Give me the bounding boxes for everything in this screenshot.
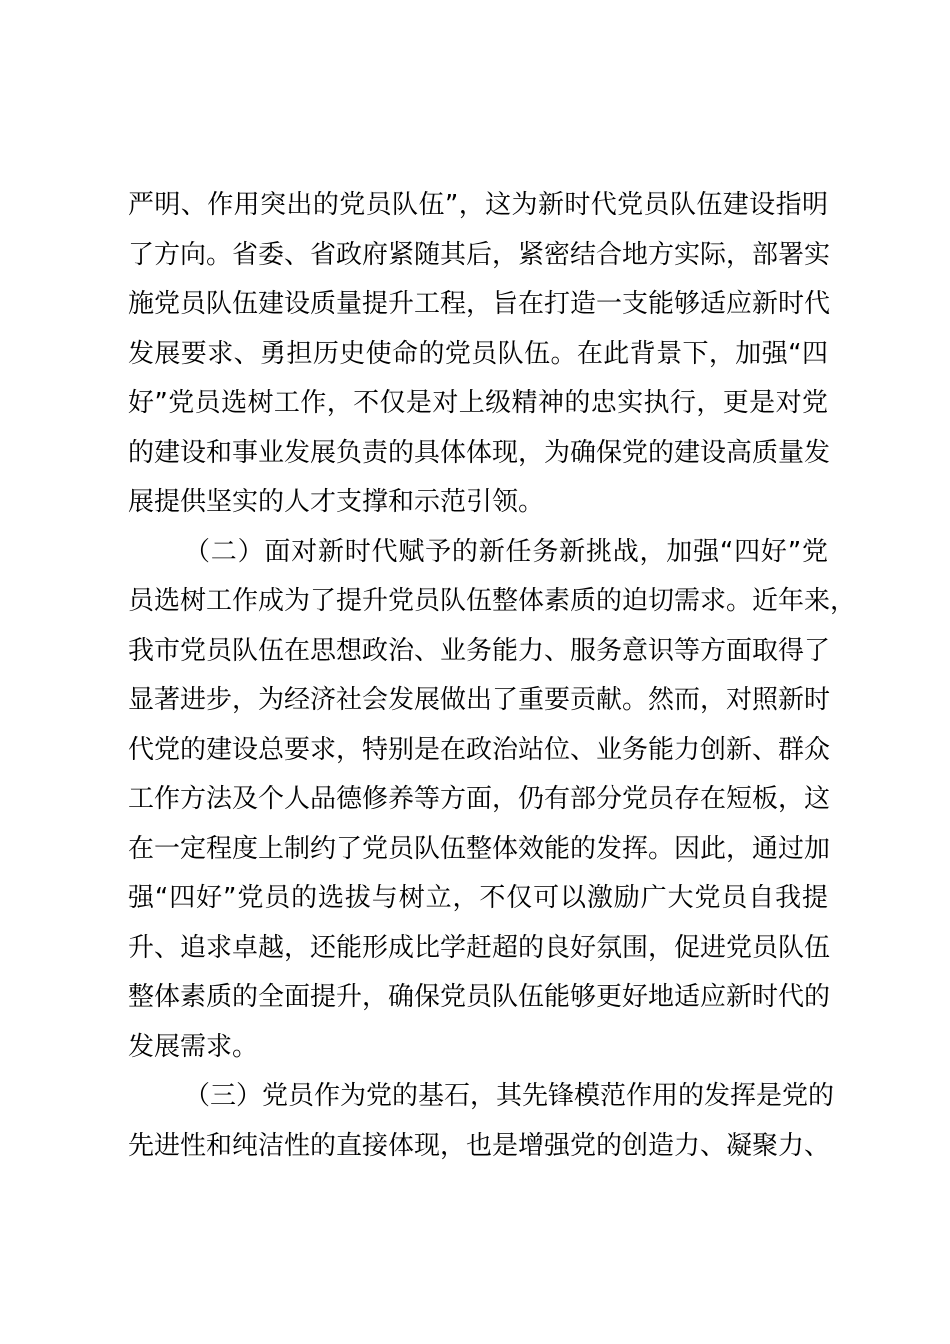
text-line: 在一定程度上制约了党员队伍整体效能的发挥。因此，通过加	[128, 833, 831, 864]
text-line: 强“四好”党员的选拔与树立，不仅可以激励广大党员自我提	[128, 883, 828, 913]
text-line: 升、追求卓越，还能形成比学赶超的良好氛围，促进党员队伍	[128, 932, 831, 963]
text-line: 员选树工作成为了提升党员队伍整体素质的迫切需求。近年来，	[128, 586, 857, 616]
document-body	[128, 181, 857, 1171]
text-line: 了方向。省委、省政府紧随其后，紧密结合地方实际，部署实	[128, 239, 831, 270]
text-line: 施党员队伍建设质量提升工程，旨在打造一支能够适应新时代	[128, 289, 831, 319]
text-line: 代党的建设总要求，特别是在政治站位、业务能力创新、群众	[128, 734, 831, 765]
text-line: 工作方法及个人品德修养等方面，仍有部分党员存在短板，这	[128, 784, 831, 814]
text-line: 发展要求、勇担历史使命的党员队伍。在此背景下，加强“四	[128, 338, 828, 369]
text-line: 发展需求。	[128, 1031, 259, 1062]
paragraph-1	[128, 181, 831, 528]
paragraph-2	[128, 528, 857, 1073]
text-line: 展提供坚实的人才支撑和示范引领。	[128, 487, 545, 517]
text-line: 我市党员队伍在思想政治、业务能力、服务意识等方面取得了	[128, 635, 831, 666]
paragraph-3	[128, 1072, 835, 1171]
text-line: （二）面对新时代赋予的新任务新挑战，加强“四好”党	[184, 536, 828, 567]
text-line: 严明、作用突出的党员队伍”，这为新时代党员队伍建设指明	[128, 190, 828, 220]
text-line: 好”党员选树工作，不仅是对上级精神的忠实执行，更是对党	[128, 388, 828, 418]
text-line: 显著进步，为经济社会发展做出了重要贡献。然而，对照新时	[128, 685, 831, 715]
text-line: 先进性和纯洁性的直接体现，也是增强党的创造力、凝聚力、	[128, 1130, 831, 1161]
text-line: 整体素质的全面提升，确保党员队伍能够更好地适应新时代的	[128, 982, 831, 1012]
text-line: 的建设和事业发展负责的具体体现，为确保党的建设高质量发	[128, 437, 831, 468]
text-line: （三）党员作为党的基石，其先锋模范作用的发挥是党的	[184, 1081, 835, 1111]
